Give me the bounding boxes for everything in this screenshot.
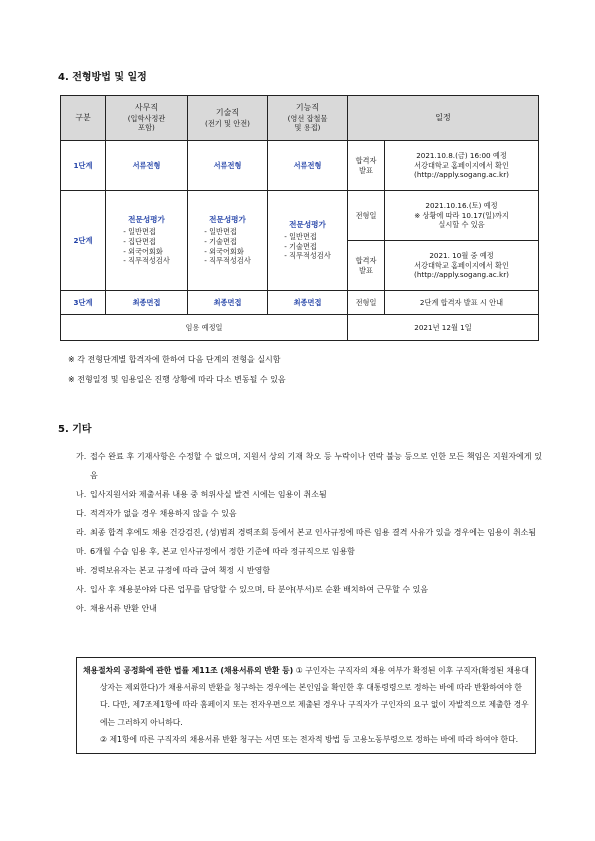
etc-item-mark: 가. bbox=[76, 452, 87, 461]
header-schedule: 일정 bbox=[348, 96, 539, 141]
eval-item: - 일반면접 bbox=[284, 232, 317, 242]
table-row-stage1 bbox=[61, 141, 539, 191]
etc-item-text: 6개월 수습 임용 후, 본교 인사규정에서 정한 기준에 따라 정규직으로 임용함 bbox=[90, 547, 355, 556]
etc-item-text: 채용서류 반환 안내 bbox=[90, 604, 157, 613]
stage1-tech: 서류전형 bbox=[188, 141, 268, 191]
etc-item bbox=[76, 561, 542, 580]
stage2-exam-schedule: 2021.10.16.(토) 예정 ※ 상황에 따라 10.17(일)까지 실시할 수 있음 bbox=[385, 191, 539, 241]
eval-item: - 기술면접 bbox=[284, 241, 317, 251]
etc-item-text: 입사지원서와 제출서류 내용 중 허위사실 발견 시에는 임용이 취소됨 bbox=[90, 490, 327, 499]
etc-item bbox=[76, 447, 542, 485]
section-4-title: 4. 전형방법 및 일정 bbox=[58, 72, 147, 83]
stage1-office: 서류전형 bbox=[106, 141, 188, 191]
etc-item bbox=[76, 580, 542, 599]
law-title: 채용절차의 공정화에 관한 법률 제11조 (채용서류의 반환 등) bbox=[83, 666, 294, 675]
etc-item-text: 접수 완료 후 기재사항은 수정할 수 없으며, 지원서 상의 기재 착오 등 누락이나 연락 불능 등으로 인한 모든 책임은 지원자에게 있음 bbox=[90, 452, 542, 480]
note-1: ※ 각 전형단계별 합격자에 한하여 다음 단계의 전형을 실시함 bbox=[68, 355, 281, 364]
stage1-kind: 합격자 발표 bbox=[348, 141, 385, 191]
table-row-appoint bbox=[61, 315, 539, 341]
eval-item: - 집단면접 bbox=[123, 236, 156, 246]
eval-item: - 직무적성검사 bbox=[204, 256, 251, 266]
appoint-label: 임용 예정일 bbox=[61, 315, 348, 341]
etc-item-mark: 아. bbox=[76, 604, 87, 613]
stage2-result-schedule: 2021. 10월 중 예정 서강대학교 홈페이지에서 확인 (http://apply.sogang.ac.kr) bbox=[385, 241, 539, 291]
eval-item: - 직무적성검사 bbox=[123, 256, 170, 266]
etc-item bbox=[76, 504, 542, 523]
table-row-stage2a bbox=[61, 191, 539, 241]
header-office: 사무직 (입학사정관 포함) bbox=[106, 96, 188, 141]
eval-item: - 기술면접 bbox=[204, 236, 237, 246]
stage3-kind: 전형일 bbox=[348, 291, 385, 315]
eval-item: - 일반면접 bbox=[123, 227, 156, 237]
etc-item-mark: 라. bbox=[76, 528, 87, 537]
stage2-tech: 전문성평가 - 일반면접 - 기술면접 - 외국어회화 - 직무적성검사 bbox=[188, 191, 268, 291]
etc-list bbox=[76, 447, 542, 618]
schedule-notes bbox=[68, 350, 286, 390]
etc-item bbox=[76, 599, 542, 618]
table-header-row bbox=[61, 96, 539, 141]
etc-item-text: 적격자가 없을 경우 채용하지 않을 수 있음 bbox=[90, 509, 237, 518]
eval-item: - 직무적성검사 bbox=[284, 251, 331, 261]
etc-item-mark: 다. bbox=[76, 509, 87, 518]
stage3-schedule: 2단계 합격자 발표 시 안내 bbox=[385, 291, 539, 315]
etc-item-text: 경력보유자는 본교 규정에 따라 급여 책정 시 반영함 bbox=[90, 566, 271, 575]
stage1-schedule: 2021.10.8.(금) 16:00 예정 서강대학교 홈페이지에서 확인 (http://apply.sogang.ac.kr) bbox=[385, 141, 539, 191]
stage1-label: 1단계 bbox=[61, 141, 106, 191]
schedule-table bbox=[60, 95, 539, 341]
stage3-office: 최종면접 bbox=[106, 291, 188, 315]
etc-item bbox=[76, 523, 542, 542]
stage1-skill: 서류전형 bbox=[268, 141, 348, 191]
stage3-label: 3단계 bbox=[61, 291, 106, 315]
etc-item bbox=[76, 485, 542, 504]
stage2-result-kind: 합격자 발표 bbox=[348, 241, 385, 291]
law-box bbox=[76, 657, 536, 754]
note-2: ※ 전형일정 및 임용일은 진행 상황에 따라 다소 변동될 수 있음 bbox=[68, 375, 286, 384]
stage2-office: 전문성평가 - 일반면접 - 집단면접 - 외국어회화 - 직무적성검사 bbox=[106, 191, 188, 291]
stage3-tech: 최종면접 bbox=[188, 291, 268, 315]
appoint-date: 2021년 12월 1일 bbox=[348, 315, 539, 341]
stage2-label: 2단계 bbox=[61, 191, 106, 291]
header-stage: 구분 bbox=[61, 96, 106, 141]
table-row-stage3 bbox=[61, 291, 539, 315]
stage3-skill: 최종면접 bbox=[268, 291, 348, 315]
etc-item-mark: 나. bbox=[76, 490, 87, 499]
etc-item bbox=[76, 542, 542, 561]
law-paragraph-1: 채용절차의 공정화에 관한 법률 제11조 (채용서류의 반환 등) ① 구인자는 구직자의 채용 여부가 확정된 이후 구직자(확정된 채용대상자는 제외한다)가 채용서류의 반환을 청구하는 경우에는 본인임을 확인한 후 대통령령으로 정하는 바에 따라 반환하여야 한다. 다만, 제7조제1항에 따라 홈페이지 또는 전자우편으로 제출된 경우나 구직자가 구인자의 요구 없이 자발적으로 제출한 경우에는 그러하지 아니하다. bbox=[83, 666, 529, 727]
header-tech: 기술직 (전기 및 안전) bbox=[188, 96, 268, 141]
etc-item-text: 입사 후 채용분야와 다른 업무를 담당할 수 있으며, 타 분야(부서)로 순환 배치하여 근무할 수 있음 bbox=[90, 585, 429, 594]
stage2-exam-kind: 전형일 bbox=[348, 191, 385, 241]
etc-item-text: 최종 합격 후에도 채용 건강검진, (성)범죄 경력조회 등에서 본교 인사규정에 따른 임용 결격 사유가 있을 경우에는 임용이 취소됨 bbox=[90, 528, 537, 537]
etc-item-mark: 마. bbox=[76, 547, 87, 556]
stage2-skill: 전문성평가 - 일반면접 - 기술면접 - 직무적성검사 bbox=[268, 191, 348, 291]
eval-item: - 외국어회화 bbox=[204, 246, 244, 256]
eval-item: - 일반면접 bbox=[204, 227, 237, 237]
etc-item-mark: 사. bbox=[76, 585, 87, 594]
etc-item-mark: 바. bbox=[76, 566, 87, 575]
law-paragraph-2: ② 제1항에 따른 구직자의 채용서류 반환 청구는 서면 또는 전자적 방법 등 고용노동부령으로 정하는 바에 따라 하여야 한다. bbox=[100, 734, 519, 744]
eval-item: - 외국어회화 bbox=[123, 246, 163, 256]
section-5-title: 5. 기타 bbox=[58, 424, 92, 435]
header-skill: 기능직 (영선 잡철물 및 용접) bbox=[268, 96, 348, 141]
